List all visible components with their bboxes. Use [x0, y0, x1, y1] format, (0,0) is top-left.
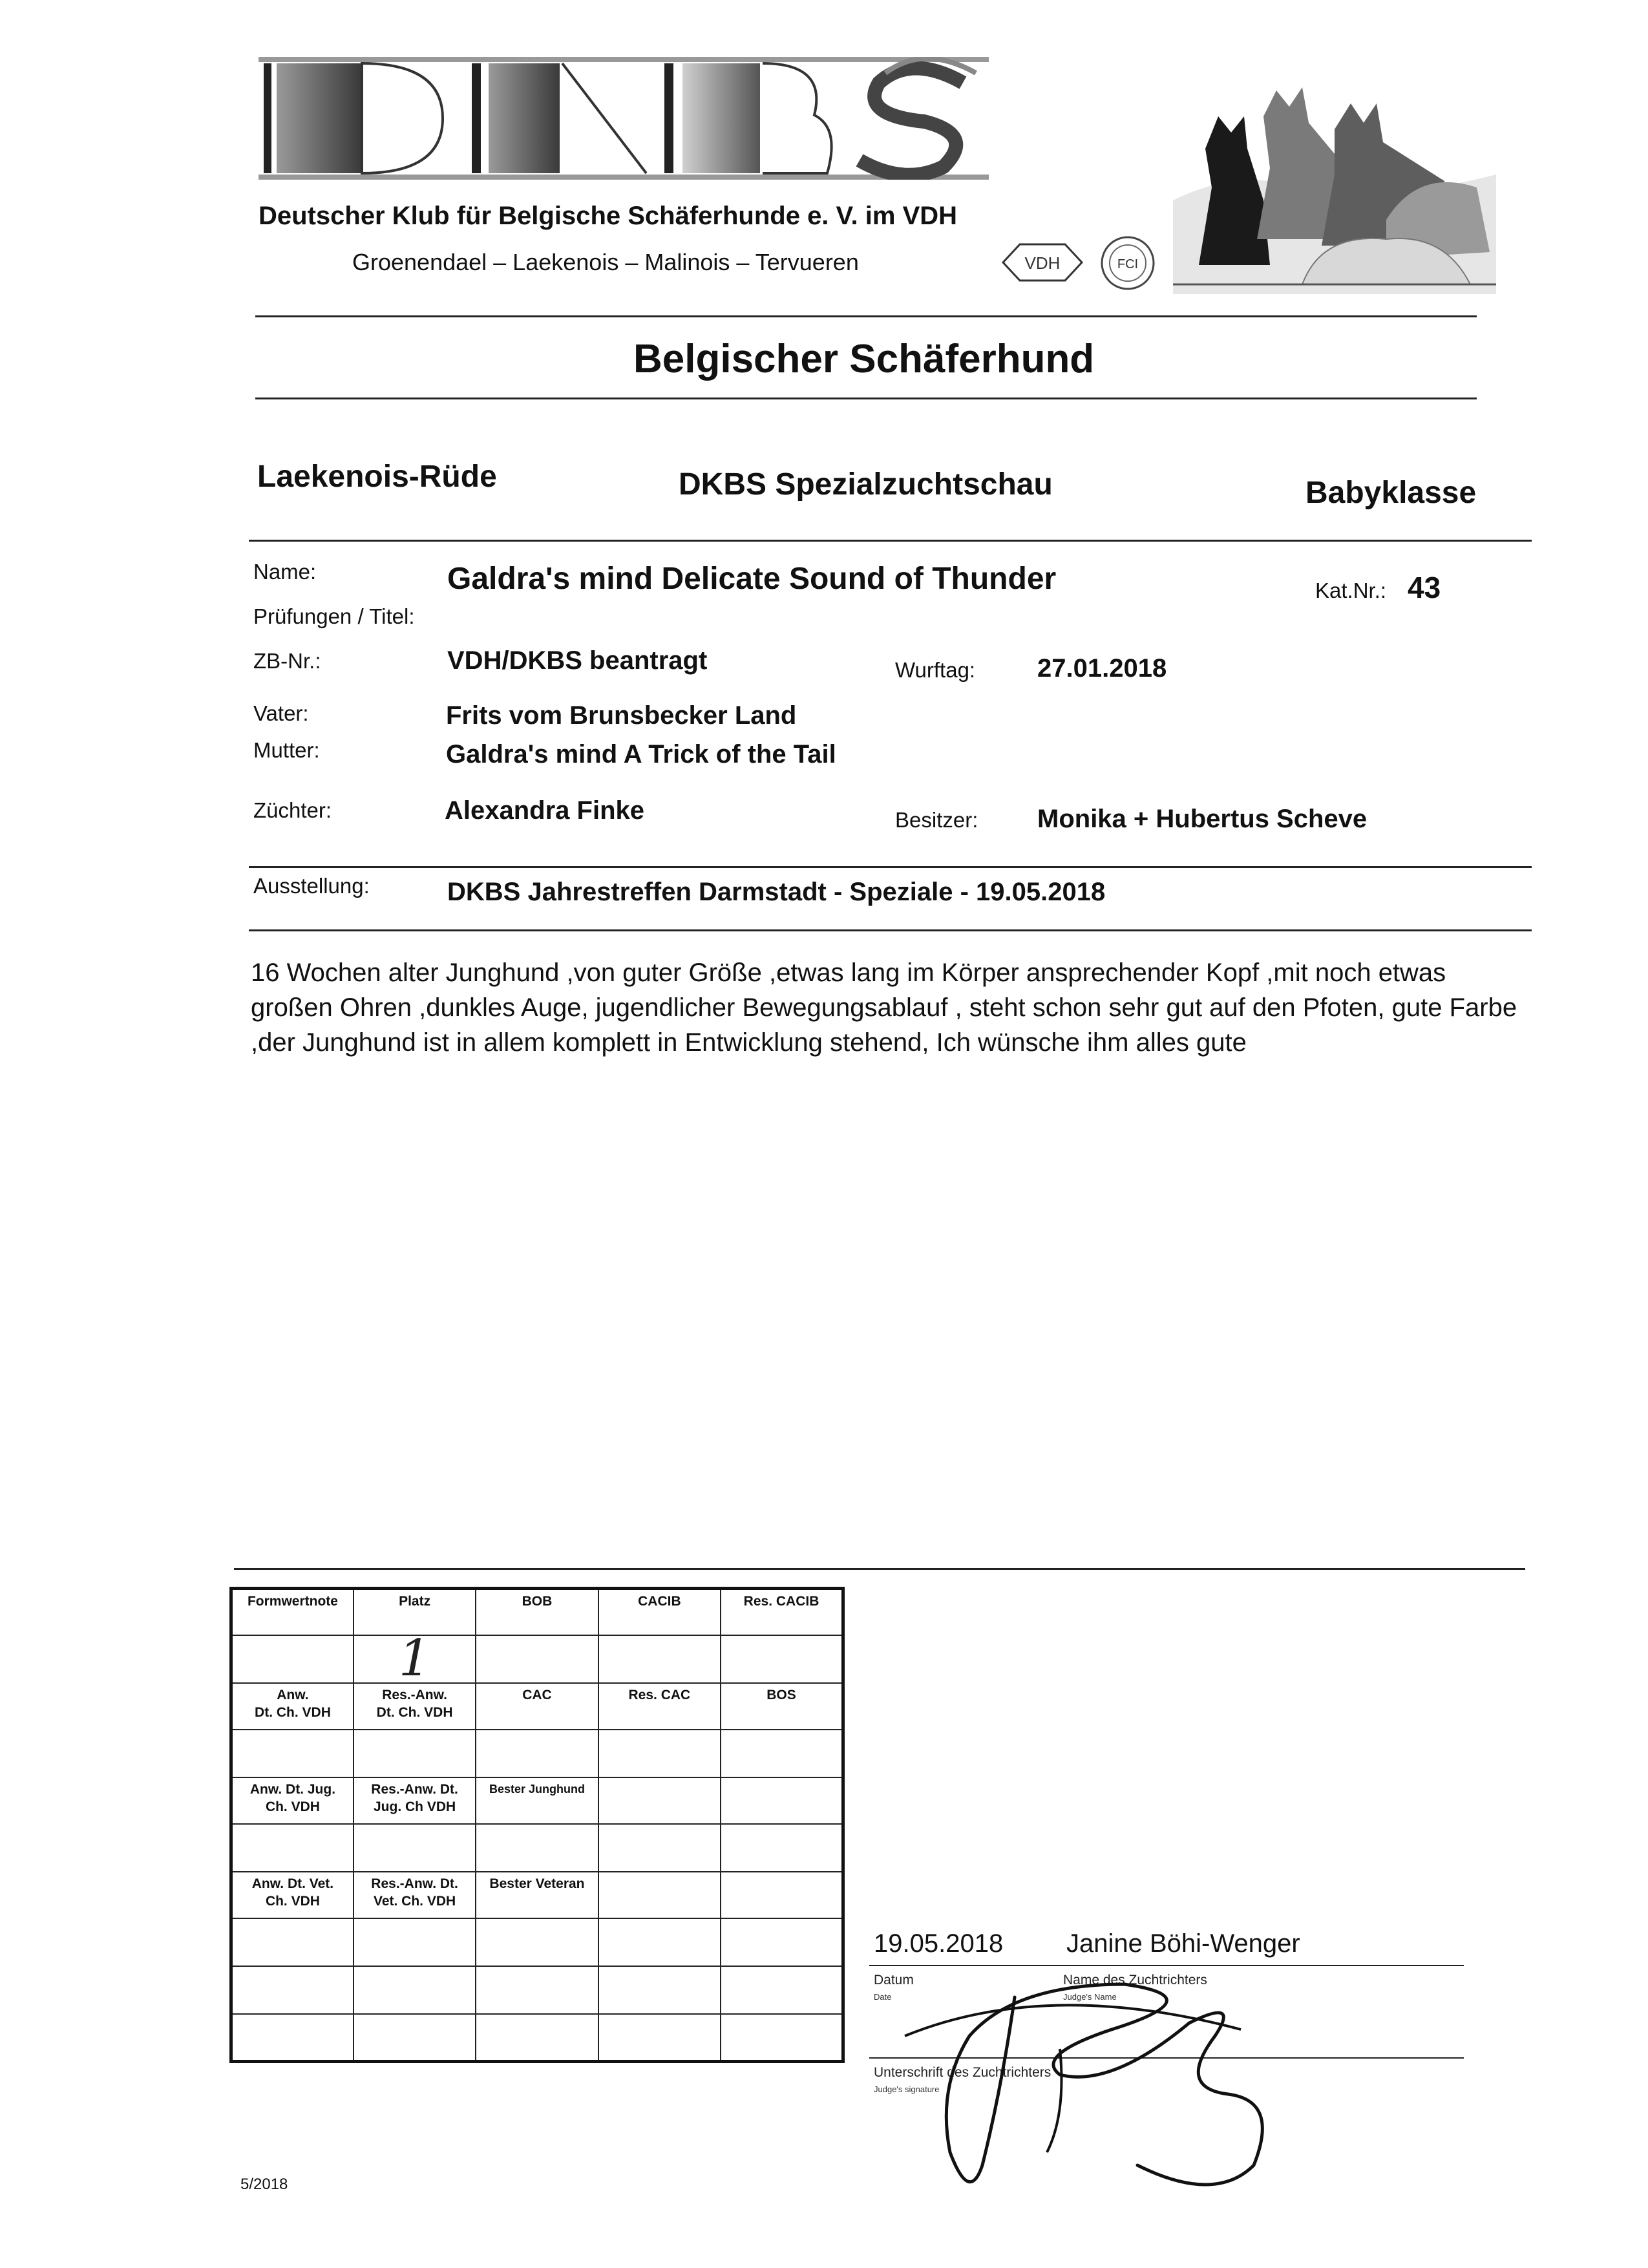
- formwertnote-value: [231, 1635, 354, 1683]
- titles-label: Prüfungen / Titel:: [253, 604, 415, 628]
- whelp-label: Wurftag:: [895, 658, 976, 682]
- bester-veteran-header: Bester Veteran: [476, 1872, 598, 1918]
- grading-row: [231, 1777, 843, 1824]
- bob-header: BOB: [476, 1589, 598, 1635]
- breed-sex: Laekenois-Rüde: [257, 460, 497, 494]
- form-code: 5/2018: [240, 2176, 288, 2193]
- anw-jug-header: Anw. Dt. Jug. Ch. VDH: [231, 1777, 354, 1824]
- show-label: Ausstellung:: [253, 874, 370, 898]
- res-cac-header: Res. CAC: [598, 1683, 721, 1730]
- divider: [249, 540, 1532, 542]
- name-label: Name:: [253, 560, 317, 584]
- grading-row: [231, 1589, 843, 1635]
- judge-name-label: Name des Zuchtrichters: [1063, 1973, 1207, 1987]
- bob-value: [476, 1635, 598, 1683]
- divider: [255, 315, 1477, 317]
- judge-name: Janine Böhi-Wenger: [1066, 1929, 1300, 1958]
- breeder-label: Züchter:: [253, 798, 332, 822]
- show-value: DKBS Jahrestreffen Darmstadt - Speziale - 19.05.2018: [447, 878, 1106, 906]
- res-cacib-value: [721, 1635, 843, 1683]
- bester-junghund-header: Bester Junghund: [476, 1777, 598, 1824]
- formwertnote-header: Formwertnote: [231, 1589, 354, 1635]
- platz-value: 1: [354, 1635, 476, 1683]
- fci-badge: [1099, 234, 1157, 292]
- dogs-illustration: [1173, 71, 1496, 294]
- res-anw-vet-header: Res.-Anw. Dt. Vet. Ch. VDH: [354, 1872, 476, 1918]
- date-label-en: Date: [874, 1992, 892, 2002]
- cac-header: CAC: [476, 1683, 598, 1730]
- owner: Monika + Hubertus Scheve: [1037, 805, 1368, 833]
- catalog-number: 43: [1408, 571, 1441, 604]
- grading-table: [229, 1587, 845, 2063]
- club-breeds: Groenendael – Laekenois – Malinois – Tervueren: [352, 249, 859, 275]
- critique-text: 16 Wochen alter Junghund ,von guter Größe ,etwas lang im Körper ansprechender Kopf ,mit noch etwas großen Ohren ,dunkles Auge, jugendlicher Bewegungsablauf , steht schon sehr gut auf den Pfoten, gute Farbe ,der Junghund ist in allem komplett in Entwicklung stehend, Ich wünsche ihm alles gute: [251, 959, 1517, 1057]
- club-name: Deutscher Klub für Belgische Schäferhunde e. V. im VDH: [259, 202, 958, 230]
- catalog-label: Kat.Nr.:: [1315, 578, 1387, 602]
- vdh-badge-label: VDH: [1024, 253, 1061, 273]
- grading-row: [231, 1966, 843, 2014]
- bos-header: BOS: [721, 1683, 843, 1730]
- fci-badge-label: FCI: [1117, 257, 1139, 271]
- grading-row: [231, 1635, 843, 1683]
- show-type: DKBS Spezialzuchtschau: [679, 467, 1053, 502]
- anw-vet-header: Anw. Dt. Vet. Ch. VDH: [231, 1872, 354, 1918]
- class-name: Babyklasse: [1305, 476, 1477, 510]
- owner-label: Besitzer:: [895, 808, 978, 832]
- vdh-badge: [1000, 240, 1084, 284]
- date-label: Datum: [874, 1973, 914, 1987]
- divider: [249, 866, 1532, 868]
- signature-label-en: Judge's signature: [874, 2084, 940, 2094]
- grading-row: [231, 1918, 843, 1966]
- signature-label: Unterschrift des Zuchtrichters: [874, 2065, 1051, 2080]
- platz-header: Platz: [354, 1589, 476, 1635]
- sire: Frits vom Brunsbecker Land: [446, 701, 797, 730]
- judging-date: 19.05.2018: [874, 1929, 1004, 1958]
- grading-row: [231, 1730, 843, 1777]
- judge-signature: [853, 1958, 1318, 2230]
- grading-row: [231, 2014, 843, 2062]
- grading-row: [231, 1872, 843, 1918]
- dam: Galdra's mind A Trick of the Tail: [446, 740, 836, 768]
- res-anw-jug-header: Res.-Anw. Dt. Jug. Ch VDH: [354, 1777, 476, 1824]
- judge-name-label-en: Judge's Name: [1063, 1992, 1117, 2002]
- document-title: Belgischer Schäferhund: [633, 337, 1095, 381]
- divider: [255, 397, 1477, 399]
- grading-row: [231, 1824, 843, 1872]
- grading-row: [231, 1683, 843, 1730]
- whelp-date: 27.01.2018: [1037, 654, 1167, 683]
- sire-label: Vater:: [253, 701, 309, 725]
- divider: [234, 1568, 1525, 1570]
- res-anw-dt-ch-header: Res.-Anw. Dt. Ch. VDH: [354, 1683, 476, 1730]
- divider: [249, 929, 1532, 931]
- anw-dt-ch-header: Anw. Dt. Ch. VDH: [231, 1683, 354, 1730]
- res-cacib-header: Res. CACIB: [721, 1589, 843, 1635]
- zb-label: ZB-Nr.:: [253, 649, 321, 673]
- cacib-header: CACIB: [598, 1589, 721, 1635]
- dam-label: Mutter:: [253, 738, 320, 762]
- dkbs-logo: [259, 57, 989, 180]
- breeder: Alexandra Finke: [445, 796, 645, 825]
- dog-name: Galdra's mind Delicate Sound of Thunder: [447, 562, 1057, 596]
- cacib-value: [598, 1635, 721, 1683]
- zb-value: VDH/DKBS beantragt: [447, 646, 708, 675]
